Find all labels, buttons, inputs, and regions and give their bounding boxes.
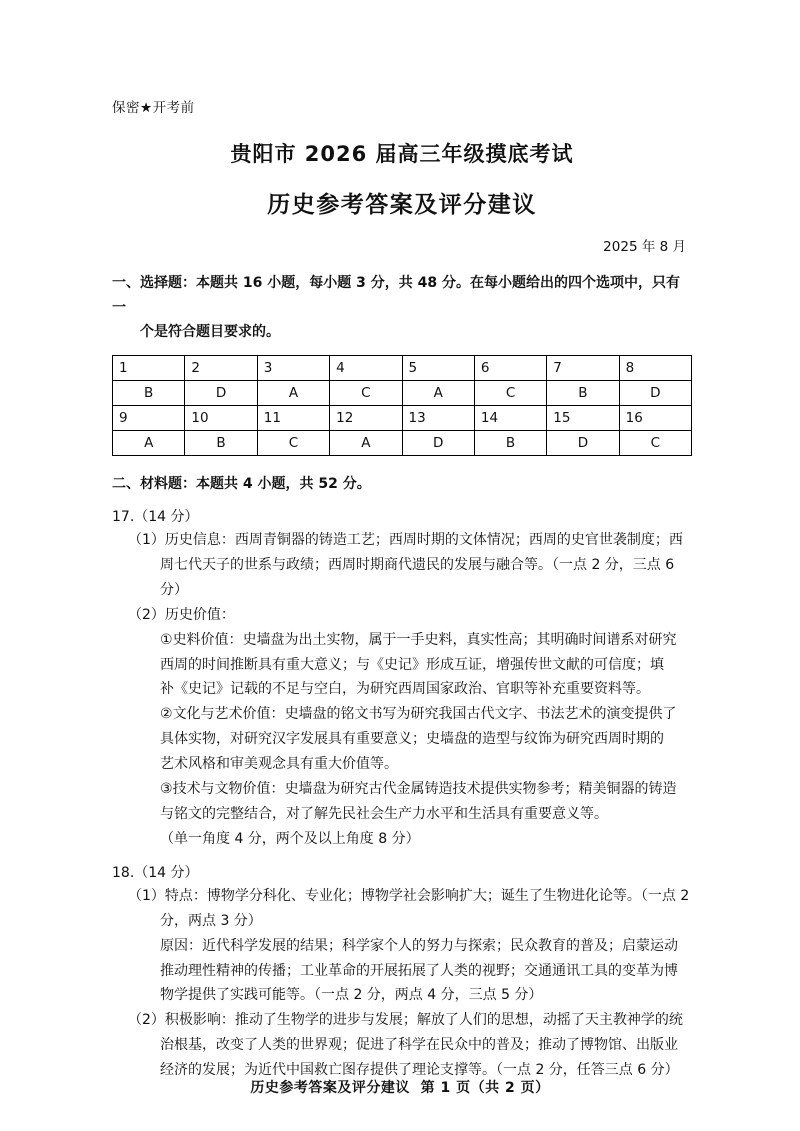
sub-line <box>160 628 692 653</box>
sub-marker: ③ <box>160 781 173 798</box>
answer-cell: B <box>547 380 619 405</box>
question-18-part-1 <box>112 884 692 1009</box>
answer-cell: A <box>402 380 474 405</box>
answer-cell: C <box>474 380 546 405</box>
question-number: 13 <box>402 405 474 430</box>
answer-key-table <box>112 355 692 456</box>
page-content <box>112 96 692 1083</box>
section-two-heading <box>112 472 692 497</box>
question-number: 3 <box>257 355 329 380</box>
answer-cell: D <box>185 380 257 405</box>
part-marker: （2） <box>128 1012 165 1029</box>
sub-text: 史墙盘的铭文书写为研究我国古代文字、书法艺术的演变提供了 <box>284 706 677 723</box>
answer-cell: C <box>257 430 329 455</box>
question-number: 1 <box>113 355 185 380</box>
answer-cell: A <box>257 380 329 405</box>
question-17-part-2 <box>112 603 692 628</box>
question-number: 9 <box>113 405 185 430</box>
answer-cell: D <box>619 380 691 405</box>
exam-date: 2025 年 8 月 <box>603 239 686 255</box>
question-18-part-1-line-2: 分，两点 3 分） <box>160 912 262 929</box>
answer-cell: B <box>113 380 185 405</box>
part-lead-2: 原因： <box>160 937 202 954</box>
answer-cell: A <box>113 430 185 455</box>
question-17-sub-1 <box>112 628 692 703</box>
answer-cell: D <box>402 430 474 455</box>
sub-line <box>160 702 692 727</box>
part-lead: 历史信息： <box>164 532 235 548</box>
question-17-part-1-line-1 <box>128 528 692 553</box>
question-number: 12 <box>330 405 402 430</box>
part-text: 博物学分科化、专业化；博物学社会影响扩大；诞生了生物进化论等。（一点 2 <box>206 887 690 904</box>
question-number: 4 <box>330 355 402 380</box>
answer-cell: C <box>619 430 691 455</box>
section-two-label: 二、材料题： <box>112 475 196 492</box>
question-17-sub-3 <box>112 777 692 827</box>
question-number: 5 <box>402 355 474 380</box>
footer-title: 历史参考答案及评分建议 <box>250 1080 410 1096</box>
table-row <box>113 430 692 455</box>
question-18-part-1-line-1 <box>128 884 692 909</box>
question-18-part-2 <box>112 1008 692 1083</box>
question-number: 16 <box>619 405 691 430</box>
sub-line: 与铭文的完整结合，对了解先民社会生产力水平和生活具有重要意义等。 <box>160 805 608 822</box>
question-17-scoring-note: （单一角度 4 分，两个及以上角度 8 分） <box>160 830 420 847</box>
answer-cell: B <box>474 430 546 455</box>
question-number: 8 <box>619 355 691 380</box>
sub-line: 具体实物，对研究汉字发展具有重要意义；史墙盘的造型与纹饰为研究西周时期的 <box>160 731 664 748</box>
question-18-part-1-reason-line-2: 推动理性精神的传播；工业革命的开展拓展了人类的视野；交通通讯工具的变革为博 <box>160 962 678 979</box>
table-row <box>113 355 692 380</box>
question-17-number: 17.（14 分） <box>112 509 199 525</box>
exam-title: 贵阳市 2026 届高三年级摸底考试 <box>230 142 574 166</box>
answer-cell: B <box>185 430 257 455</box>
secret-mark: 保密★开考前 <box>112 100 195 116</box>
question-18-part-1-reason-line-1 <box>128 934 692 959</box>
table-row <box>113 405 692 430</box>
sub-line: 西周的时间推断具有重大意义；与《史记》形成互证，增强传世文献的可信度；填 <box>160 656 664 673</box>
section-two-instruction: 本题共 4 小题，共 52 分。 <box>196 475 371 492</box>
answer-cell: A <box>330 430 402 455</box>
page-footer <box>0 1077 800 1097</box>
question-17-part-1-line-2: 周七代天子的世系与政绩；西周时期商代遗民的发展与融合等。（一点 2 分，三点 6 <box>160 556 675 573</box>
part-marker: （2） <box>128 606 165 623</box>
sub-line <box>160 777 692 802</box>
question-17-part-2-lead <box>128 603 692 628</box>
section-one-heading <box>112 271 692 345</box>
question-18-part-2-line-2: 治根基，改变了人类的世界观；促进了科学在民众中的普及；推动了博物馆、出版业 <box>160 1037 678 1054</box>
question-number: 10 <box>185 405 257 430</box>
answer-cell: D <box>547 430 619 455</box>
question-number: 15 <box>547 405 619 430</box>
sub-lead: 史料价值： <box>172 631 243 648</box>
sub-lead: 技术与文物价值： <box>172 781 285 798</box>
question-18-part-2-line-1 <box>128 1008 692 1033</box>
part-lead: 历史价值： <box>164 606 235 623</box>
sub-text: 史墙盘为研究古代金属铸造技术提供实物参考；精美铜器的铸造 <box>284 781 677 798</box>
question-number: 7 <box>547 355 619 380</box>
question-18-part-2-line-3: 经济的发展；为近代中国救亡图存提供了理论支撑等。（一点 2 分，任答三点 6 分） <box>160 1062 679 1079</box>
question-number: 6 <box>474 355 546 380</box>
document-title: 历史参考答案及评分建议 <box>267 192 537 218</box>
part-marker: （1） <box>128 887 165 904</box>
sub-marker: ② <box>160 706 173 723</box>
answer-cell: C <box>330 380 402 405</box>
question-17-sub-2 <box>112 702 692 777</box>
part-marker: （1） <box>128 532 165 548</box>
question-17-part-1-line-3: 分） <box>160 581 188 598</box>
part-text: 西周青铜器的铸造工艺；西周时期的文体情况；西周的史官世袭制度；西 <box>234 532 683 548</box>
footer-page-number: 第 1 页（共 2 页） <box>420 1080 550 1096</box>
question-18-number: 18.（14 分） <box>112 864 199 881</box>
table-row <box>113 380 692 405</box>
section-one-label: 一、选择题： <box>112 275 196 291</box>
sub-line: 艺术风格和审美观念具有重大价值等。 <box>160 756 398 773</box>
section-one-instruction: 本题共 16 小题，每小题 3 分，共 48 分。在每小题给出的四个选项中，只有一 <box>112 275 680 316</box>
section-one-instruction-2: 个是符合题目要求的。 <box>140 324 280 340</box>
question-17-part-1 <box>112 528 692 603</box>
part-text-2: 近代科学发展的结果；科学家个人的努力与探索；民众教育的普及；启蒙运动 <box>202 937 678 954</box>
sub-text: 史墙盘为出土实物，属于一手史料，真实性高；其明确时间谱系对研究 <box>242 631 677 648</box>
question-number: 11 <box>257 405 329 430</box>
part-lead: 特点： <box>164 887 207 904</box>
question-number: 2 <box>185 355 257 380</box>
part-text: 推动了生物学的进步与发展；解放了人们的思想，动摇了天主教神学的统 <box>234 1012 683 1029</box>
sub-marker: ① <box>160 631 173 648</box>
part-lead: 积极影响： <box>164 1012 235 1029</box>
question-number: 14 <box>474 405 546 430</box>
sub-line: 补《史记》记载的不足与空白，为研究西周国家政治、官职等补充重要资料等。 <box>160 681 650 698</box>
question-18-part-1-reason-line-3: 物学提供了实践可能等。（一点 2 分，两点 4 分，三点 5 分） <box>160 987 543 1004</box>
sub-lead: 文化与艺术价值： <box>172 706 285 723</box>
